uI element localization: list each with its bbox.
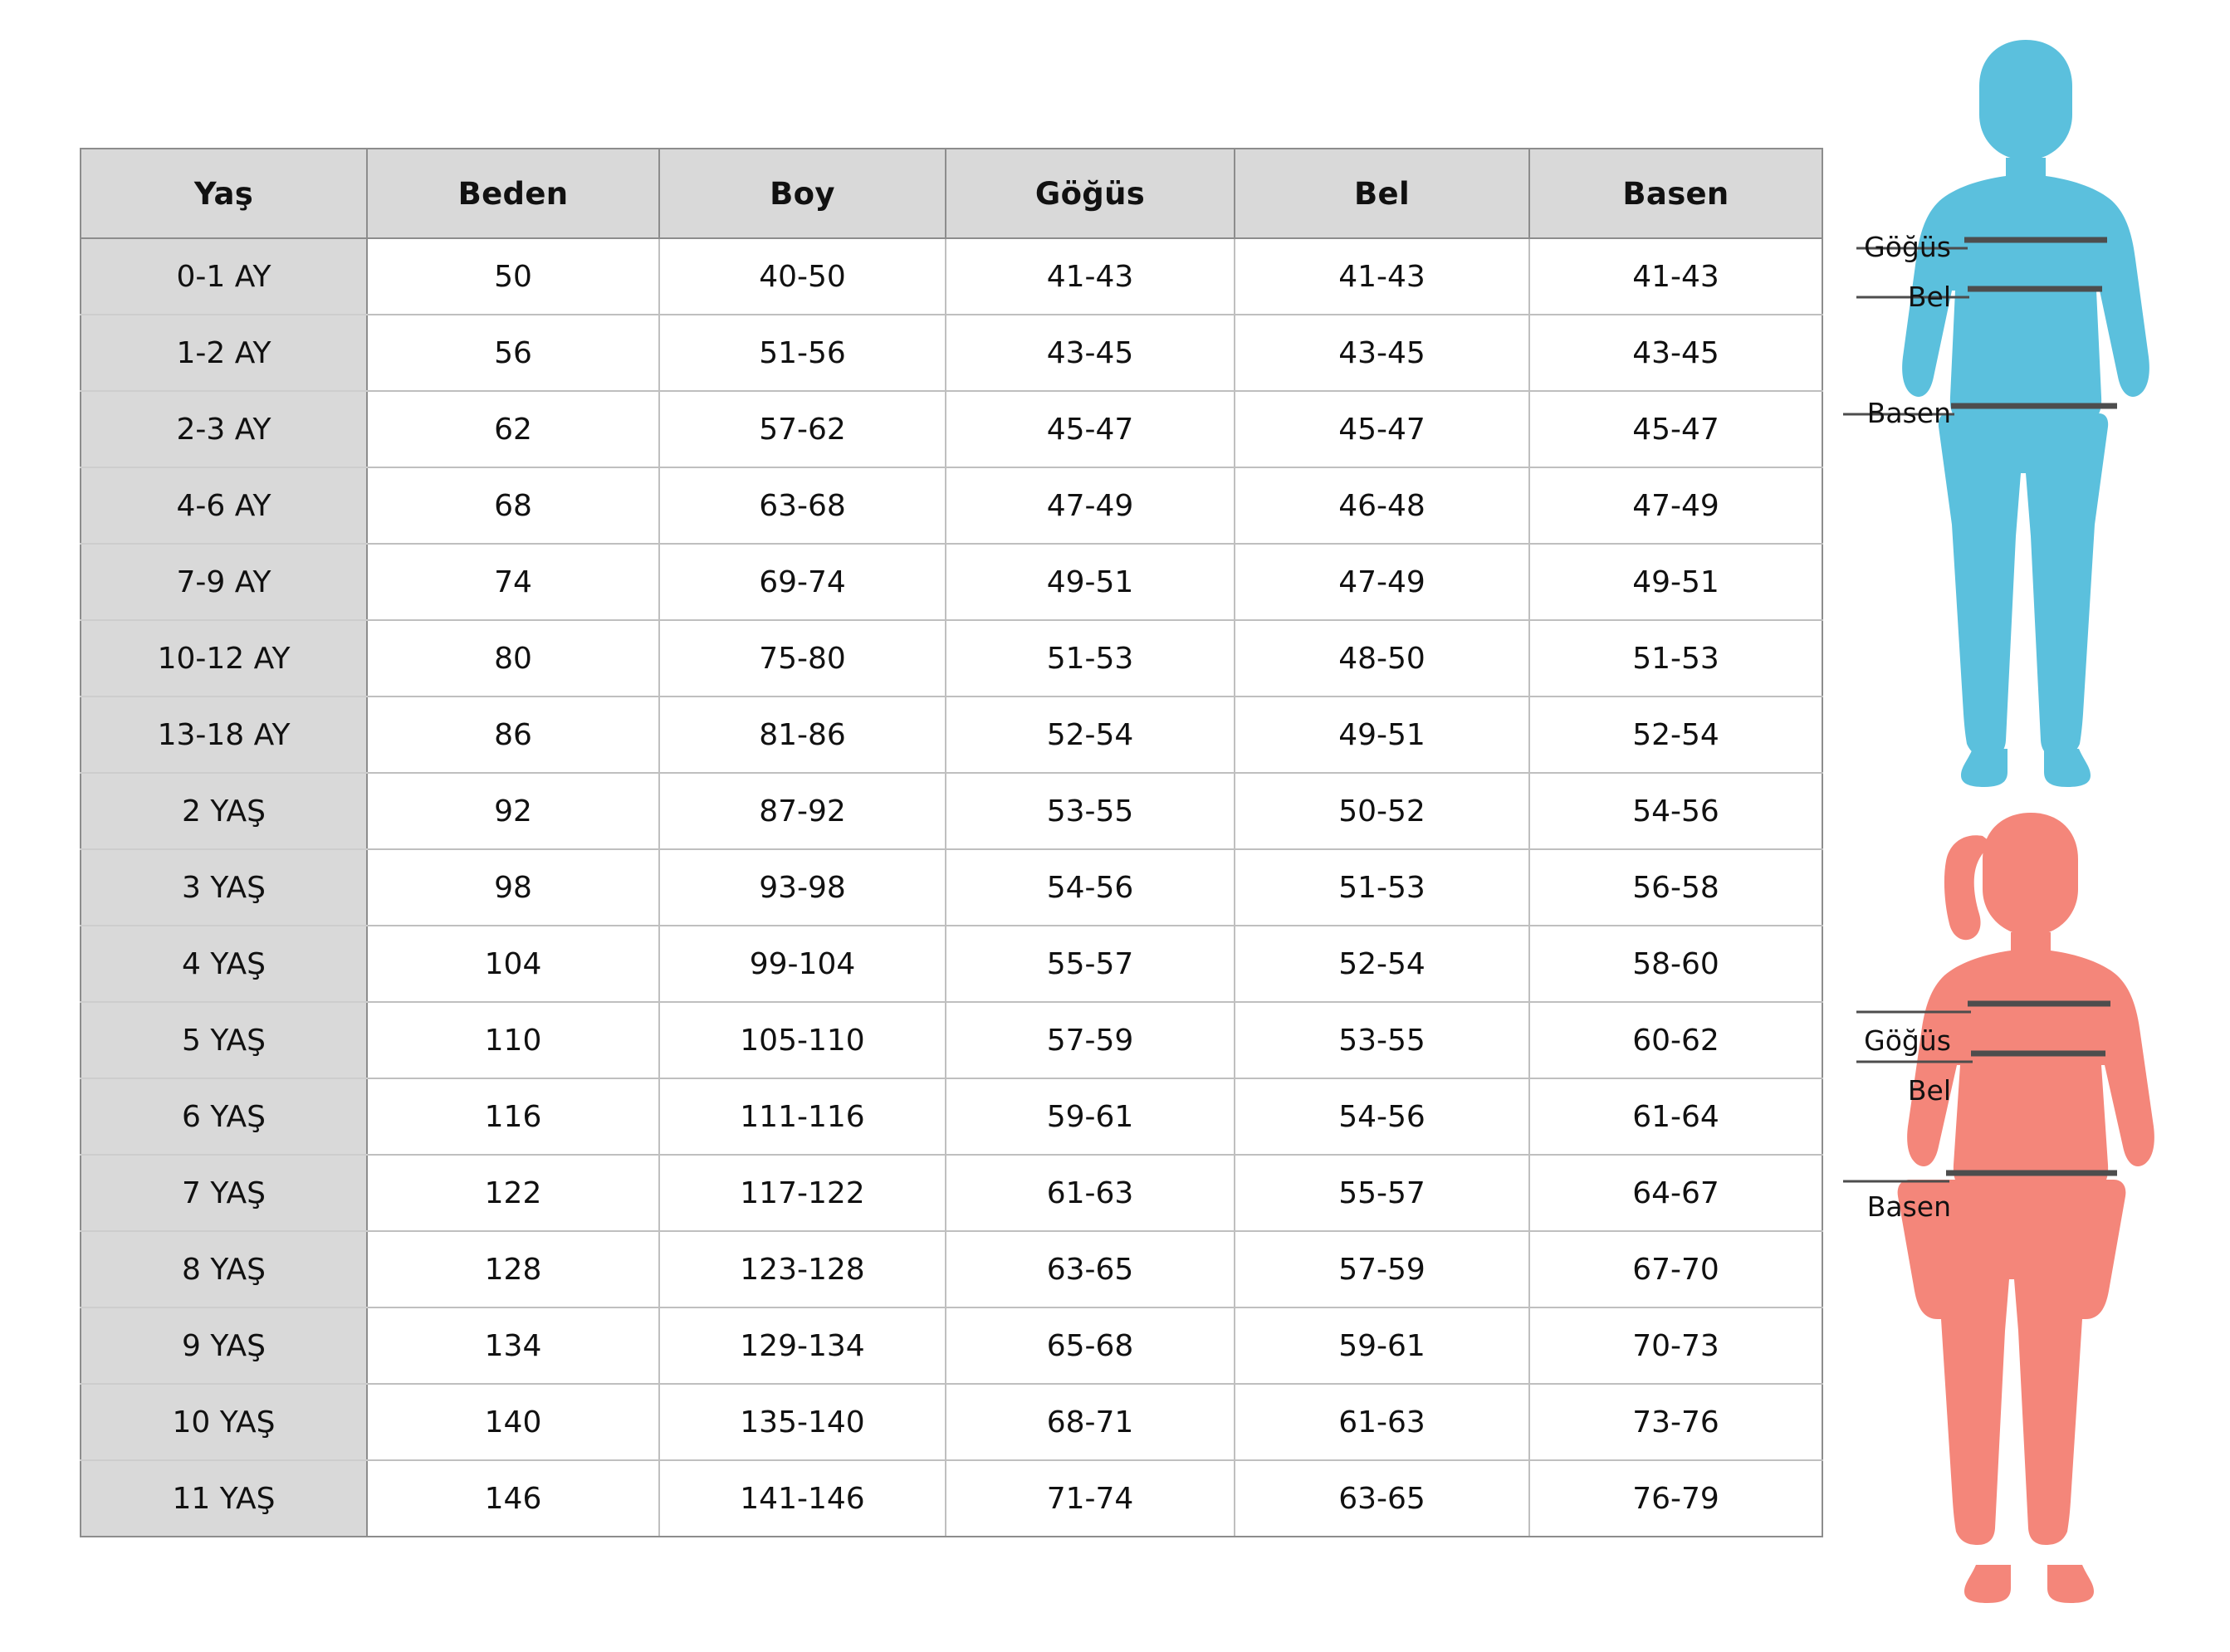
cell-age: 9 YAŞ bbox=[81, 1307, 367, 1384]
cell-age: 10 YAŞ bbox=[81, 1384, 367, 1460]
boy-chest-label: Göğüs bbox=[1864, 231, 1951, 263]
cell-height: 40-50 bbox=[659, 238, 946, 315]
cell-size: 98 bbox=[367, 849, 659, 926]
cell-chest: 43-45 bbox=[946, 315, 1235, 391]
cell-hip: 49-51 bbox=[1529, 544, 1822, 620]
size-chart-table-container bbox=[80, 148, 1822, 1537]
cell-height: 57-62 bbox=[659, 391, 946, 467]
column-header-waist: Bel bbox=[1235, 149, 1529, 238]
cell-size: 128 bbox=[367, 1231, 659, 1307]
cell-waist: 55-57 bbox=[1235, 1155, 1529, 1231]
cell-chest: 45-47 bbox=[946, 391, 1235, 467]
cell-age: 8 YAŞ bbox=[81, 1231, 367, 1307]
cell-chest: 65-68 bbox=[946, 1307, 1235, 1384]
table-row bbox=[81, 544, 1822, 620]
cell-hip: 41-43 bbox=[1529, 238, 1822, 315]
boy-waist-label: Bel bbox=[1907, 281, 1951, 313]
cell-size: 62 bbox=[367, 391, 659, 467]
cell-height: 81-86 bbox=[659, 696, 946, 773]
girl-chest-label: Göğüs bbox=[1864, 1024, 1951, 1057]
cell-hip: 60-62 bbox=[1529, 1002, 1822, 1078]
cell-height: 129-134 bbox=[659, 1307, 946, 1384]
table-row bbox=[81, 773, 1822, 849]
cell-waist: 53-55 bbox=[1235, 1002, 1529, 1078]
cell-chest: 61-63 bbox=[946, 1155, 1235, 1231]
cell-waist: 49-51 bbox=[1235, 696, 1529, 773]
cell-age: 2 YAŞ bbox=[81, 773, 367, 849]
cell-age: 10-12 AY bbox=[81, 620, 367, 696]
cell-height: 51-56 bbox=[659, 315, 946, 391]
cell-chest: 63-65 bbox=[946, 1231, 1235, 1307]
cell-age: 4 YAŞ bbox=[81, 926, 367, 1002]
table-row bbox=[81, 391, 1822, 467]
column-header-size: Beden bbox=[367, 149, 659, 238]
cell-chest: 68-71 bbox=[946, 1384, 1235, 1460]
cell-chest: 41-43 bbox=[946, 238, 1235, 315]
cell-hip: 67-70 bbox=[1529, 1231, 1822, 1307]
cell-hip: 56-58 bbox=[1529, 849, 1822, 926]
cell-hip: 64-67 bbox=[1529, 1155, 1822, 1231]
cell-hip: 58-60 bbox=[1529, 926, 1822, 1002]
cell-size: 50 bbox=[367, 238, 659, 315]
cell-chest: 57-59 bbox=[946, 1002, 1235, 1078]
cell-hip: 51-53 bbox=[1529, 620, 1822, 696]
table-row bbox=[81, 1078, 1822, 1155]
cell-waist: 45-47 bbox=[1235, 391, 1529, 467]
cell-height: 99-104 bbox=[659, 926, 946, 1002]
cell-waist: 52-54 bbox=[1235, 926, 1529, 1002]
cell-height: 69-74 bbox=[659, 544, 946, 620]
cell-hip: 70-73 bbox=[1529, 1307, 1822, 1384]
table-row bbox=[81, 926, 1822, 1002]
column-header-age: Yaş bbox=[81, 149, 367, 238]
cell-waist: 43-45 bbox=[1235, 315, 1529, 391]
column-header-hip: Basen bbox=[1529, 149, 1822, 238]
cell-waist: 61-63 bbox=[1235, 1384, 1529, 1460]
cell-size: 74 bbox=[367, 544, 659, 620]
cell-age: 4-6 AY bbox=[81, 467, 367, 544]
cell-waist: 47-49 bbox=[1235, 544, 1529, 620]
cell-size: 80 bbox=[367, 620, 659, 696]
cell-waist: 48-50 bbox=[1235, 620, 1529, 696]
cell-chest: 71-74 bbox=[946, 1460, 1235, 1537]
cell-hip: 61-64 bbox=[1529, 1078, 1822, 1155]
cell-hip: 52-54 bbox=[1529, 696, 1822, 773]
cell-height: 135-140 bbox=[659, 1384, 946, 1460]
cell-waist: 59-61 bbox=[1235, 1307, 1529, 1384]
cell-age: 7 YAŞ bbox=[81, 1155, 367, 1231]
cell-age: 1-2 AY bbox=[81, 315, 367, 391]
cell-size: 146 bbox=[367, 1460, 659, 1537]
cell-size: 134 bbox=[367, 1307, 659, 1384]
cell-age: 2-3 AY bbox=[81, 391, 367, 467]
cell-waist: 50-52 bbox=[1235, 773, 1529, 849]
cell-waist: 57-59 bbox=[1235, 1231, 1529, 1307]
cell-height: 87-92 bbox=[659, 773, 946, 849]
cell-height: 123-128 bbox=[659, 1231, 946, 1307]
cell-chest: 59-61 bbox=[946, 1078, 1235, 1155]
size-chart-table bbox=[80, 148, 1823, 1537]
table-header bbox=[81, 149, 1822, 238]
cell-chest: 47-49 bbox=[946, 467, 1235, 544]
cell-size: 122 bbox=[367, 1155, 659, 1231]
cell-hip: 76-79 bbox=[1529, 1460, 1822, 1537]
cell-waist: 54-56 bbox=[1235, 1078, 1529, 1155]
cell-hip: 73-76 bbox=[1529, 1384, 1822, 1460]
cell-height: 63-68 bbox=[659, 467, 946, 544]
column-header-height: Boy bbox=[659, 149, 946, 238]
cell-age: 13-18 AY bbox=[81, 696, 367, 773]
table-row bbox=[81, 696, 1822, 773]
cell-height: 93-98 bbox=[659, 849, 946, 926]
cell-height: 117-122 bbox=[659, 1155, 946, 1231]
table-row bbox=[81, 1460, 1822, 1537]
table-body bbox=[81, 238, 1822, 1537]
cell-chest: 49-51 bbox=[946, 544, 1235, 620]
cell-waist: 51-53 bbox=[1235, 849, 1529, 926]
cell-height: 111-116 bbox=[659, 1078, 946, 1155]
cell-hip: 47-49 bbox=[1529, 467, 1822, 544]
cell-chest: 51-53 bbox=[946, 620, 1235, 696]
table-row bbox=[81, 238, 1822, 315]
table-row bbox=[81, 849, 1822, 926]
cell-age: 3 YAŞ bbox=[81, 849, 367, 926]
cell-size: 116 bbox=[367, 1078, 659, 1155]
cell-waist: 46-48 bbox=[1235, 467, 1529, 544]
table-row bbox=[81, 315, 1822, 391]
table-row bbox=[81, 1002, 1822, 1078]
table-row bbox=[81, 1307, 1822, 1384]
girl-hip-label: Basen bbox=[1866, 1190, 1951, 1223]
table-row bbox=[81, 620, 1822, 696]
table-row bbox=[81, 1231, 1822, 1307]
cell-chest: 54-56 bbox=[946, 849, 1235, 926]
cell-chest: 53-55 bbox=[946, 773, 1235, 849]
cell-waist: 63-65 bbox=[1235, 1460, 1529, 1537]
girl-waist-label: Bel bbox=[1907, 1074, 1951, 1107]
table-row bbox=[81, 467, 1822, 544]
cell-age: 7-9 AY bbox=[81, 544, 367, 620]
cell-size: 86 bbox=[367, 696, 659, 773]
cell-size: 104 bbox=[367, 926, 659, 1002]
cell-waist: 41-43 bbox=[1235, 238, 1529, 315]
cell-height: 141-146 bbox=[659, 1460, 946, 1537]
cell-hip: 45-47 bbox=[1529, 391, 1822, 467]
cell-height: 105-110 bbox=[659, 1002, 946, 1078]
cell-size: 140 bbox=[367, 1384, 659, 1460]
table-row bbox=[81, 1155, 1822, 1231]
cell-hip: 43-45 bbox=[1529, 315, 1822, 391]
column-header-chest: Göğüs bbox=[946, 149, 1235, 238]
boy-hip-label: Basen bbox=[1866, 397, 1951, 429]
cell-size: 56 bbox=[367, 315, 659, 391]
cell-size: 92 bbox=[367, 773, 659, 849]
cell-hip: 54-56 bbox=[1529, 773, 1822, 849]
table-header-row bbox=[81, 149, 1822, 238]
cell-size: 110 bbox=[367, 1002, 659, 1078]
cell-height: 75-80 bbox=[659, 620, 946, 696]
table-row bbox=[81, 1384, 1822, 1460]
cell-age: 11 YAŞ bbox=[81, 1460, 367, 1537]
cell-age: 5 YAŞ bbox=[81, 1002, 367, 1078]
cell-chest: 55-57 bbox=[946, 926, 1235, 1002]
cell-size: 68 bbox=[367, 467, 659, 544]
cell-chest: 52-54 bbox=[946, 696, 1235, 773]
cell-age: 0-1 AY bbox=[81, 238, 367, 315]
cell-age: 6 YAŞ bbox=[81, 1078, 367, 1155]
